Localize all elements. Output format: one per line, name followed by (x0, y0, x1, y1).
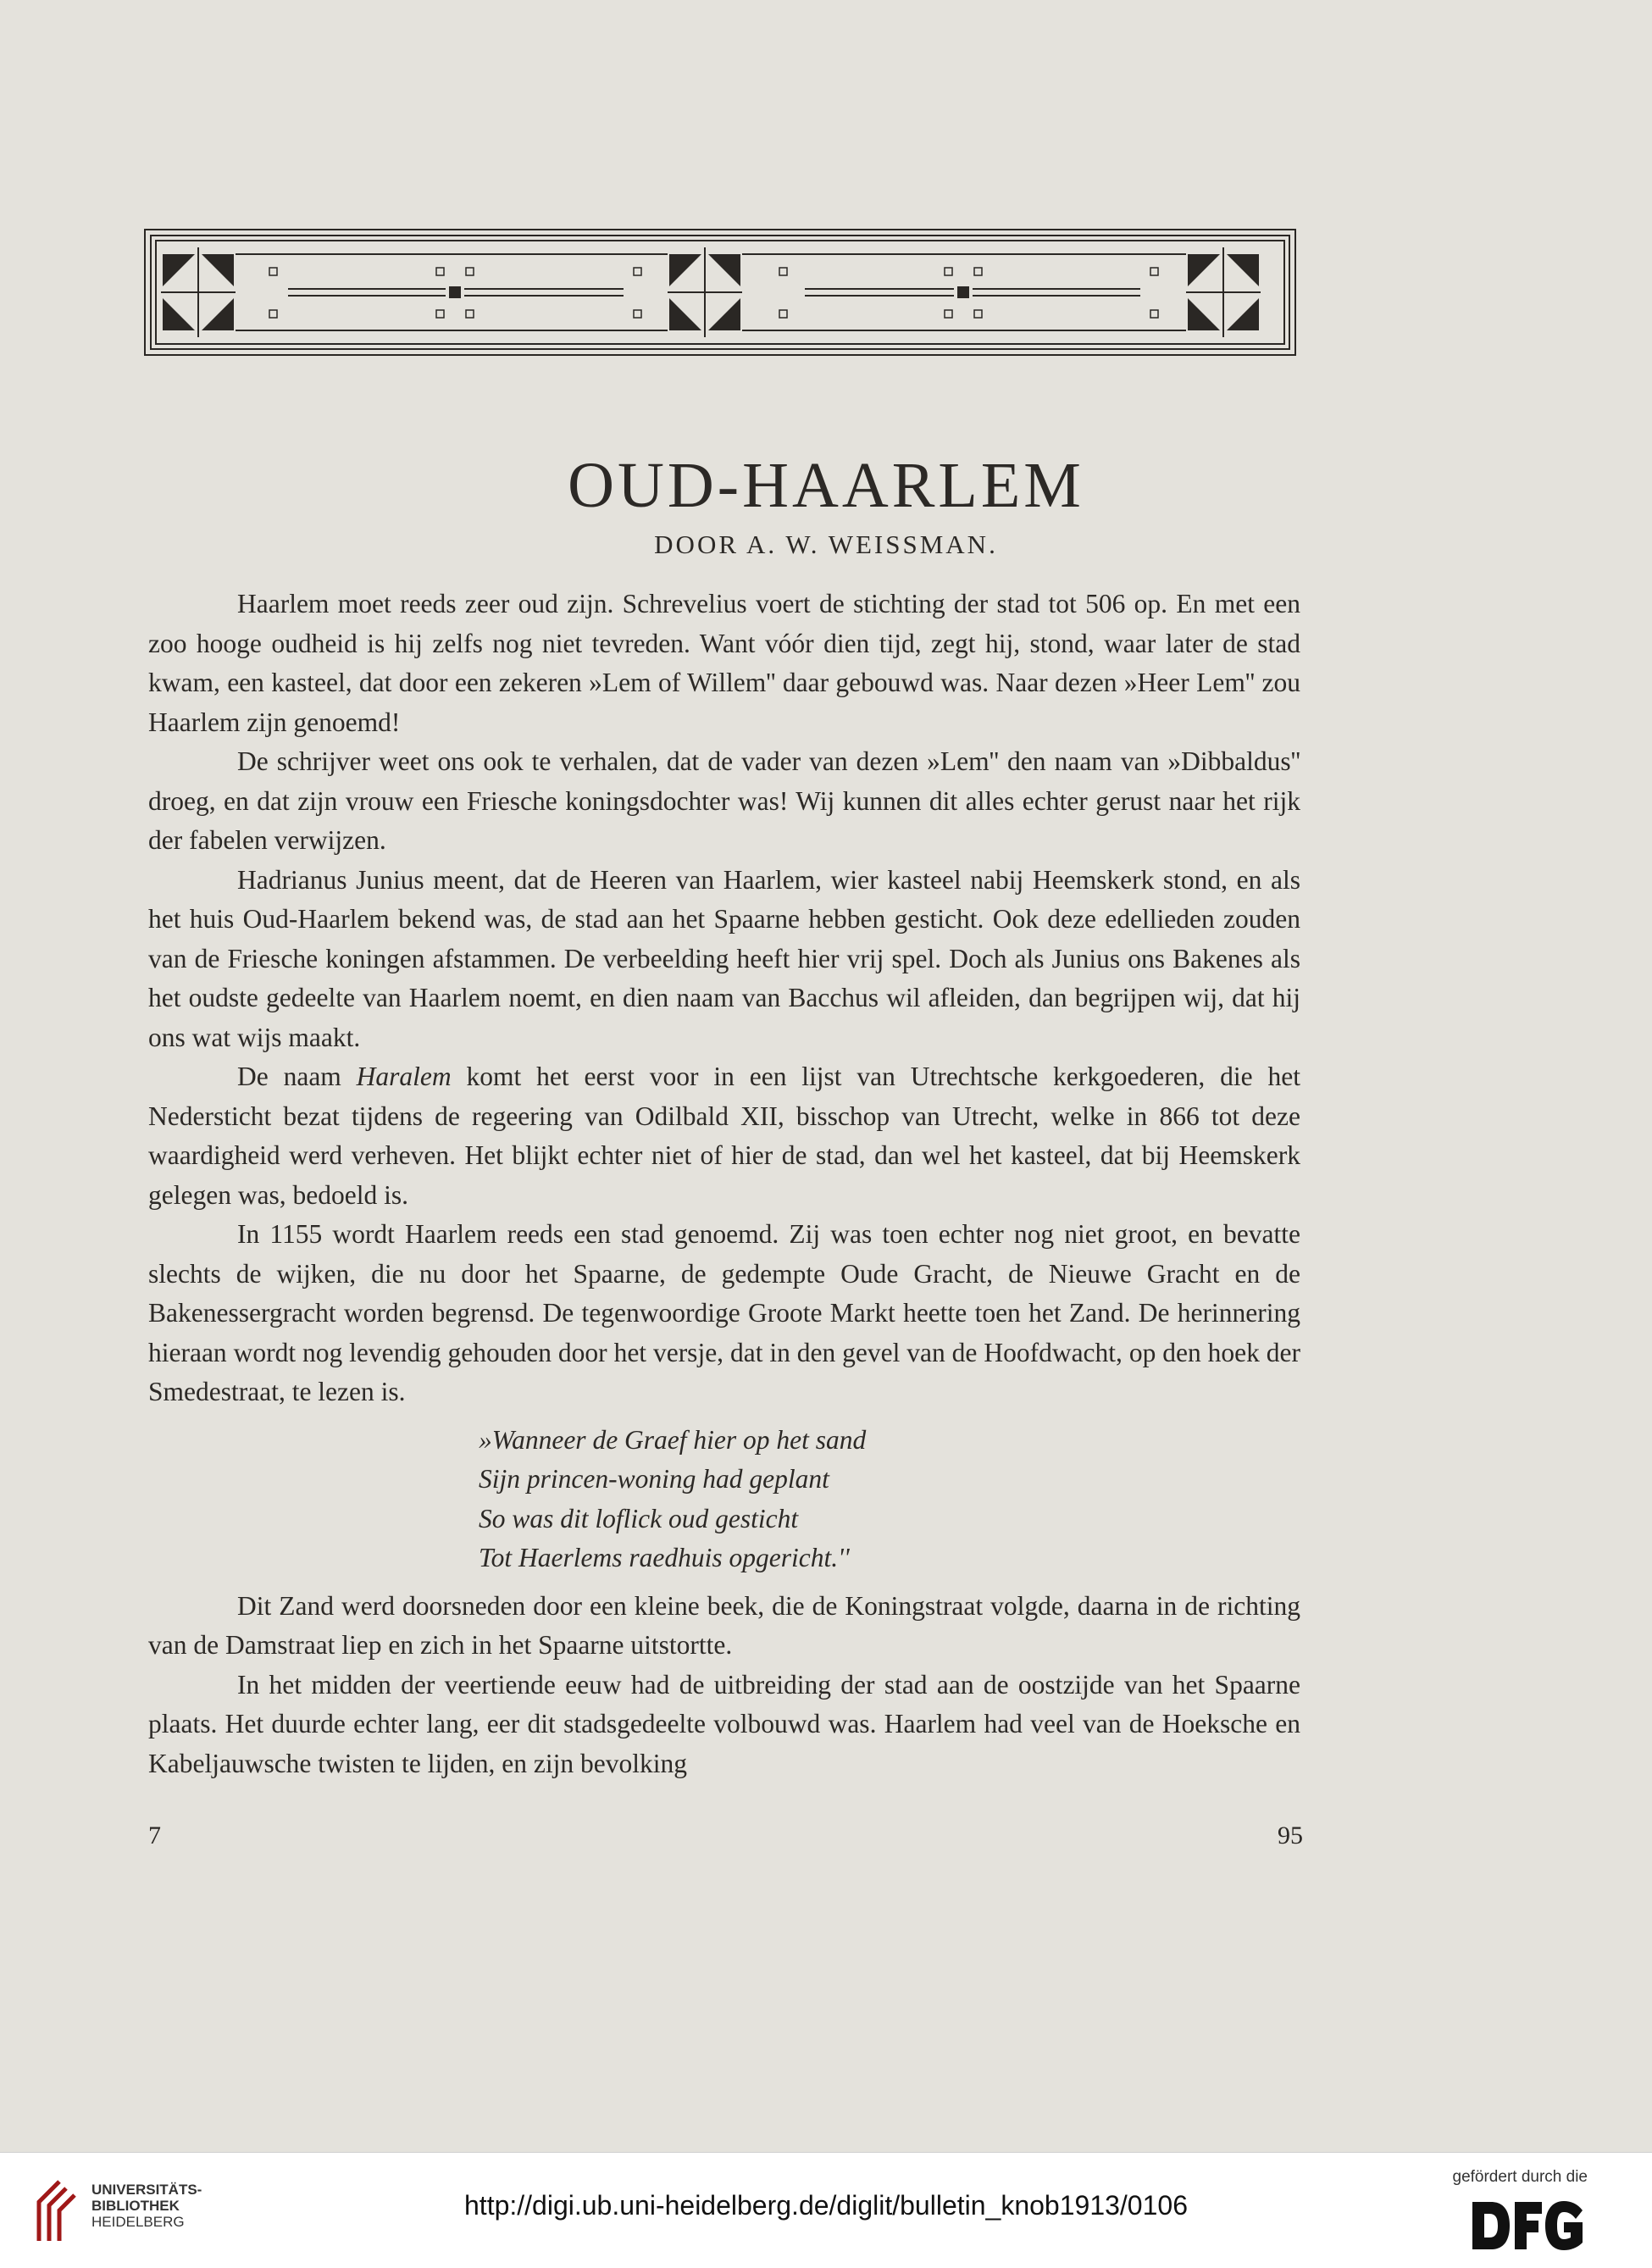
italic-place-name: Haralem (356, 1062, 452, 1091)
library-name-line: UNIVERSITÄTS- (91, 2182, 202, 2198)
page-number: 95 (1278, 1822, 1303, 1849)
signature-mark: 7 (148, 1822, 161, 1849)
funding-label: gefördert durch die (1452, 2168, 1588, 2186)
paragraph: In 1155 wordt Haarlem reeds een stad genoemd. Zij was toen echter nog niet groot, en bevatte slechts de wijken, die nu door het Spaarne, de gedempte Oude Gracht, de Nieuwe Gracht en de Bakenessergracht worden begrensd. De tegenwoordige Groote Markt heette toen het Zand. De herinnering hieraan wordt nog levendig gehouden door het versje, dat in den gevel van de Hoofdwacht, op den hoek der Smedestraat, te lezen is. (148, 1219, 1300, 1406)
article-title: OUD-HAARLEM (568, 450, 1084, 521)
source-url-link[interactable]: http://digi.ub.uni-heidelberg.de/diglit/bulletin_knob1913/0106 (464, 2190, 1188, 2221)
paragraph: In het midden der veertiende eeuw had de uitbreiding der stad aan de oostzijde van het Spaarne plaats. Het duurde echter lang, eer dit stadsgedeelte volbouwd was. Haarlem had veel van de Hoeksche en Kabeljauwsche twisten te lijden, en zijn bevolking (148, 1669, 1300, 1778)
poem-line: So was dit loflick oud gesticht (479, 1503, 799, 1533)
library-name-line: BIBLIOTHEK (91, 2198, 180, 2214)
article-body (148, 585, 1300, 1783)
quoted-poem (479, 1421, 1300, 1578)
poem-line: »Wanneer de Graef hier op het sand (479, 1424, 867, 1455)
poem-line: Tot Haerlems raedhuis opgericht.'' (479, 1543, 850, 1572)
paragraph: Haarlem moet reeds zeer oud zijn. Schrevelius voert de stichting der stad tot 506 op. En met een zoo hooge oudheid is hij zelfs nog niet tevreden. Want vóór dien tijd, zegt hij, stond, waar later de stad kwam, een kasteel, dat door een zekeren »Lem of Willem'' daar gebouwd was. Naar dezen »Heer Lem'' zou Haarlem zijn genoemd! (148, 589, 1300, 737)
poem-line: Sijn princen-woning had geplant (479, 1464, 829, 1494)
decorative-header-border (144, 229, 1296, 356)
paragraph-text: komt het eerst voor in een lijst van Utrechtsche kerkgoederen, die het Nedersticht bezat tijdens de regeering van Odilbald XII, bisschop van Utrecht, welke in 866 tot deze waardigheid werd verheven. Het blijkt echter niet of hier de stad, dan wel het kasteel, dat bij Heemskerk gelegen was, bedoeld is. (148, 1062, 1300, 1210)
paragraph: Dit Zand werd doorsneden door een kleine beek, die de Koningstraat volgde, daarna in de richting van de Damstraat liep en zich in het Spaarne uitstortte. (148, 1590, 1300, 1660)
paragraph-text: De naam (237, 1062, 357, 1091)
digitization-footer (0, 2152, 1652, 2268)
paragraph (148, 1057, 1300, 1215)
dfg-logo (1471, 2199, 1584, 2253)
paragraph: De schrijver weet ons ook te verhalen, dat de vader van dezen »Lem'' den naam van »Dibbaldus'' droeg, en dat zijn vrouw een Friesche koningsdochter was! Wij kunnen dit alles echter gerust naar het rijk der fabelen verwijzen. (148, 746, 1300, 855)
library-name-line: HEIDELBERG (91, 2214, 185, 2230)
paragraph: Hadrianus Junius meent, dat de Heeren van Haarlem, wier kasteel nabij Heemskerk stond, en als het huis Oud-Haarlem bekend was, de stad aan het Spaarne hebben gesticht. Ook deze edellieden zouden van de Friesche koningen afstammen. De verbeelding heeft hier vrij spel. Doch als Junius ons Bakenes als het oudste gedeelte van Haarlem noemt, en dien naam van Bacchus wil afleiden, dan begrijpen wij, dat hij ons wat wijs maakt. (148, 864, 1300, 1052)
article-author: DOOR A. W. WEISSMAN. (654, 530, 998, 559)
